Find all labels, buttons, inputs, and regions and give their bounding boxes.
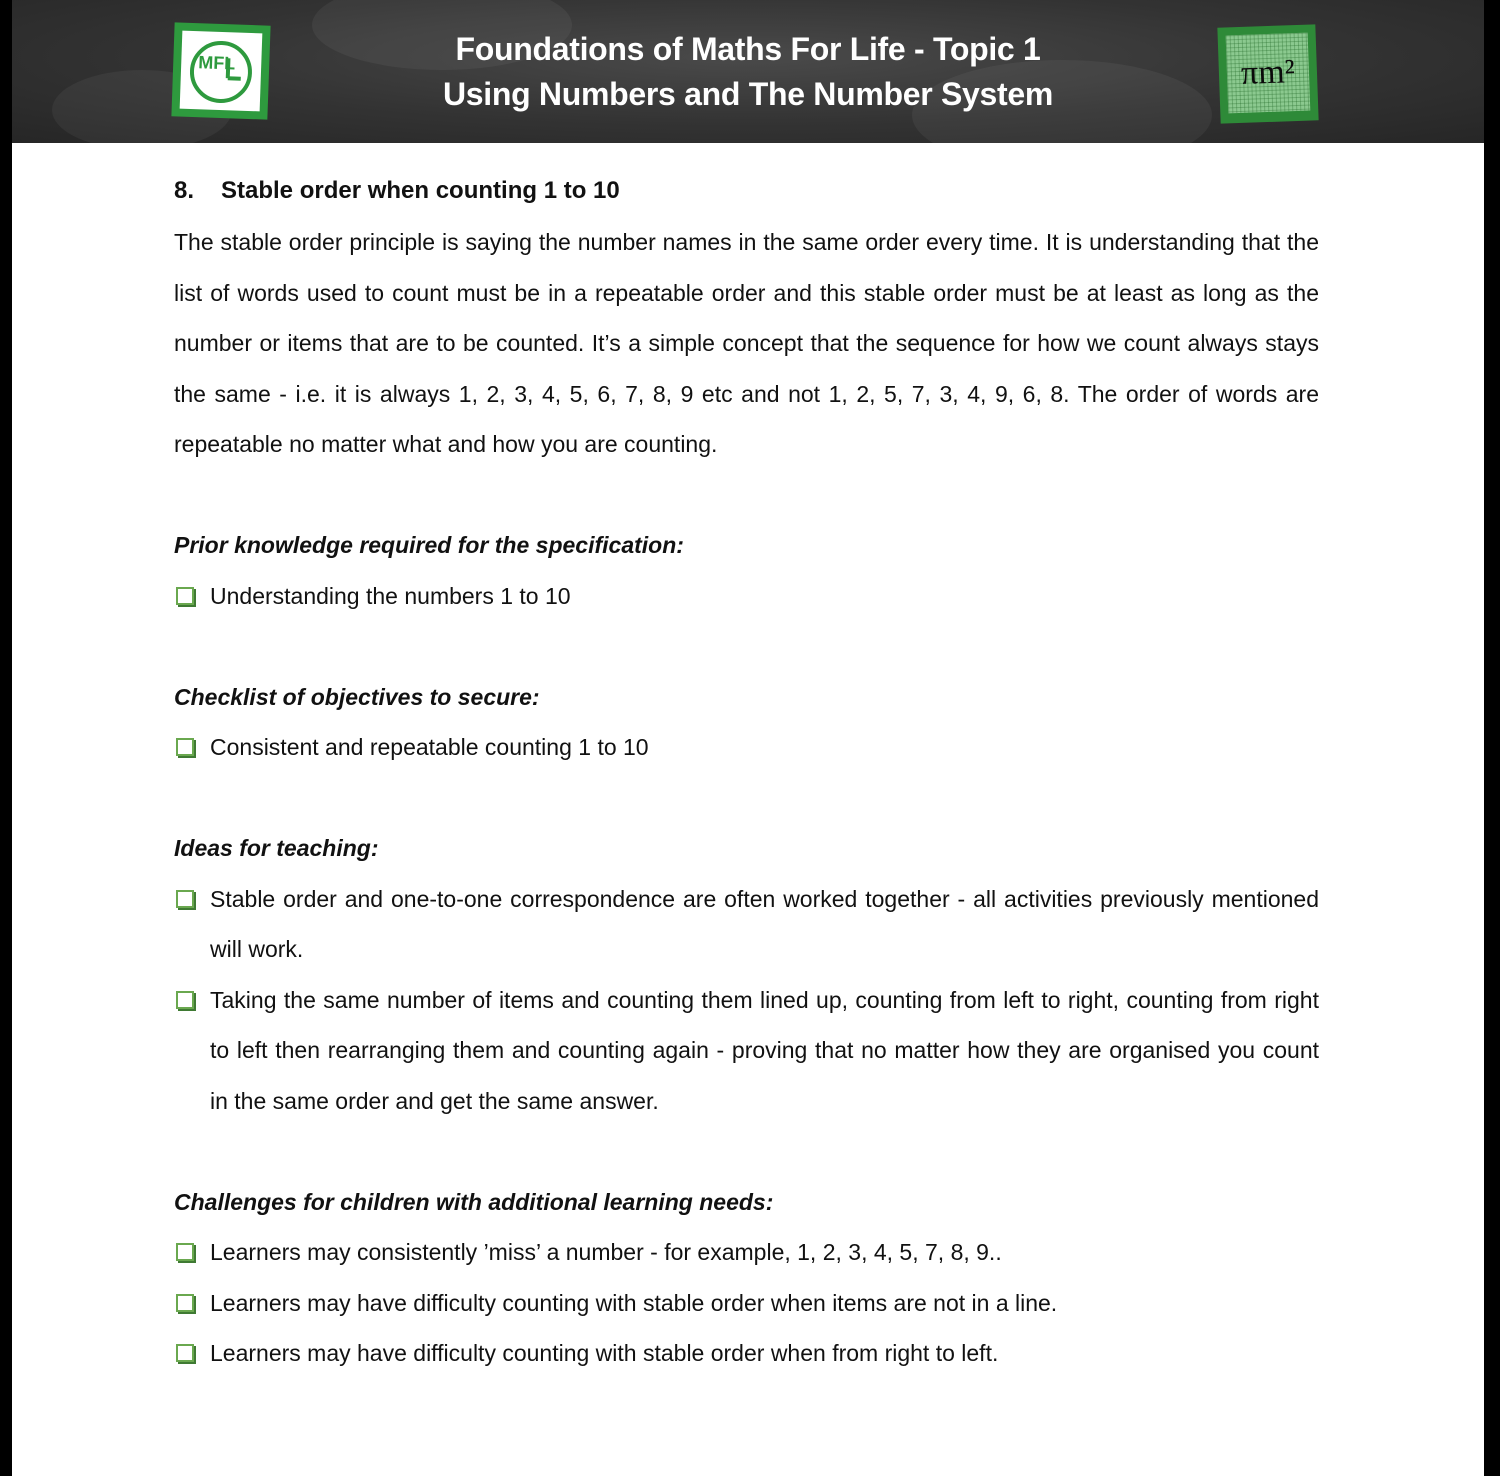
ideas-list bbox=[174, 874, 1319, 1127]
section-heading bbox=[174, 165, 1319, 217]
main-content bbox=[174, 165, 1319, 1379]
checkbox-icon[interactable] bbox=[176, 1344, 194, 1362]
objectives-list bbox=[174, 722, 1319, 773]
header-title-line-1: Foundations of Maths For Life - Topic 1 bbox=[455, 31, 1041, 67]
checkbox-icon[interactable] bbox=[176, 738, 194, 756]
list-item bbox=[174, 1328, 1319, 1379]
list-item bbox=[174, 571, 1319, 622]
list-item bbox=[174, 975, 1319, 1127]
section-number: 8. bbox=[174, 177, 195, 204]
checkbox-icon[interactable] bbox=[176, 991, 194, 1009]
header-title-line-2: Using Numbers and The Number System bbox=[442, 76, 1054, 112]
checkbox-icon[interactable] bbox=[176, 587, 194, 605]
section-title: Stable order when counting 1 to 10 bbox=[221, 177, 620, 204]
logo-left-text: MFL bbox=[197, 52, 236, 74]
list-item bbox=[174, 722, 1319, 773]
ideas-heading: Ideas for teaching: bbox=[174, 835, 379, 861]
list-item-text: Understanding the numbers 1 to 10 bbox=[210, 582, 571, 609]
chalkboard-header bbox=[12, 0, 1484, 143]
pi-m-squared-logo-icon bbox=[1226, 33, 1311, 114]
list-item bbox=[174, 1227, 1319, 1278]
checkbox-icon[interactable] bbox=[176, 1243, 194, 1261]
document-page bbox=[12, 0, 1484, 1476]
checkbox-icon[interactable] bbox=[176, 1294, 194, 1312]
list-item-text: Consistent and repeatable counting 1 to 10 bbox=[210, 734, 649, 760]
list-item bbox=[174, 874, 1319, 975]
list-item-text: Learners may have difficulty counting with stable order when items are not in a line. bbox=[210, 1289, 1058, 1316]
list-item-text: Learners may have difficulty counting with stable order when from right to left. bbox=[210, 1340, 999, 1366]
challenges-heading: Challenges for children with additional learning needs: bbox=[174, 1188, 774, 1215]
checkbox-icon[interactable] bbox=[176, 890, 194, 908]
prior-knowledge-list bbox=[174, 571, 1319, 622]
checklist-heading: Checklist of objectives to secure: bbox=[174, 683, 540, 710]
logo-right-text: πm² bbox=[1240, 53, 1296, 92]
list-item-text: Taking the same number of items and counting them lined up, counting from left to right, counting from right to left then rearranging them and counting again - proving that no matter how they are organised you count in the same order and get the same answer. bbox=[210, 986, 1319, 1114]
list-item-text: Stable order and one-to-one correspondence are often worked together - all activities previously mentioned will work. bbox=[210, 885, 1319, 962]
pi-m-squared-logo bbox=[1217, 24, 1318, 123]
list-item-text: Learners may consistently ’miss’ a number - for example, 1, 2, 3, 4, 5, 7, 8, 9.. bbox=[210, 1239, 1002, 1265]
list-item bbox=[174, 1278, 1319, 1329]
prior-knowledge-heading: Prior knowledge required for the specification: bbox=[174, 532, 684, 558]
section-paragraph: The stable order principle is saying the number names in the same order every time. It is understanding that the list of words used to count must be in a repeatable order and this stable order must be at least as long as the number or items that are to be counted. It’s a simple concept that the sequence for how we count always stays the same - i.e. it is always 1, 2, 3, 4, 5, 6, 7, 8, 9 etc and not 1, 2, 5, 7, 3, 4, 9, 6, 8. The order of words are repeatable no matter what and how you are counting. bbox=[174, 229, 1319, 457]
challenges-list bbox=[174, 1227, 1319, 1379]
